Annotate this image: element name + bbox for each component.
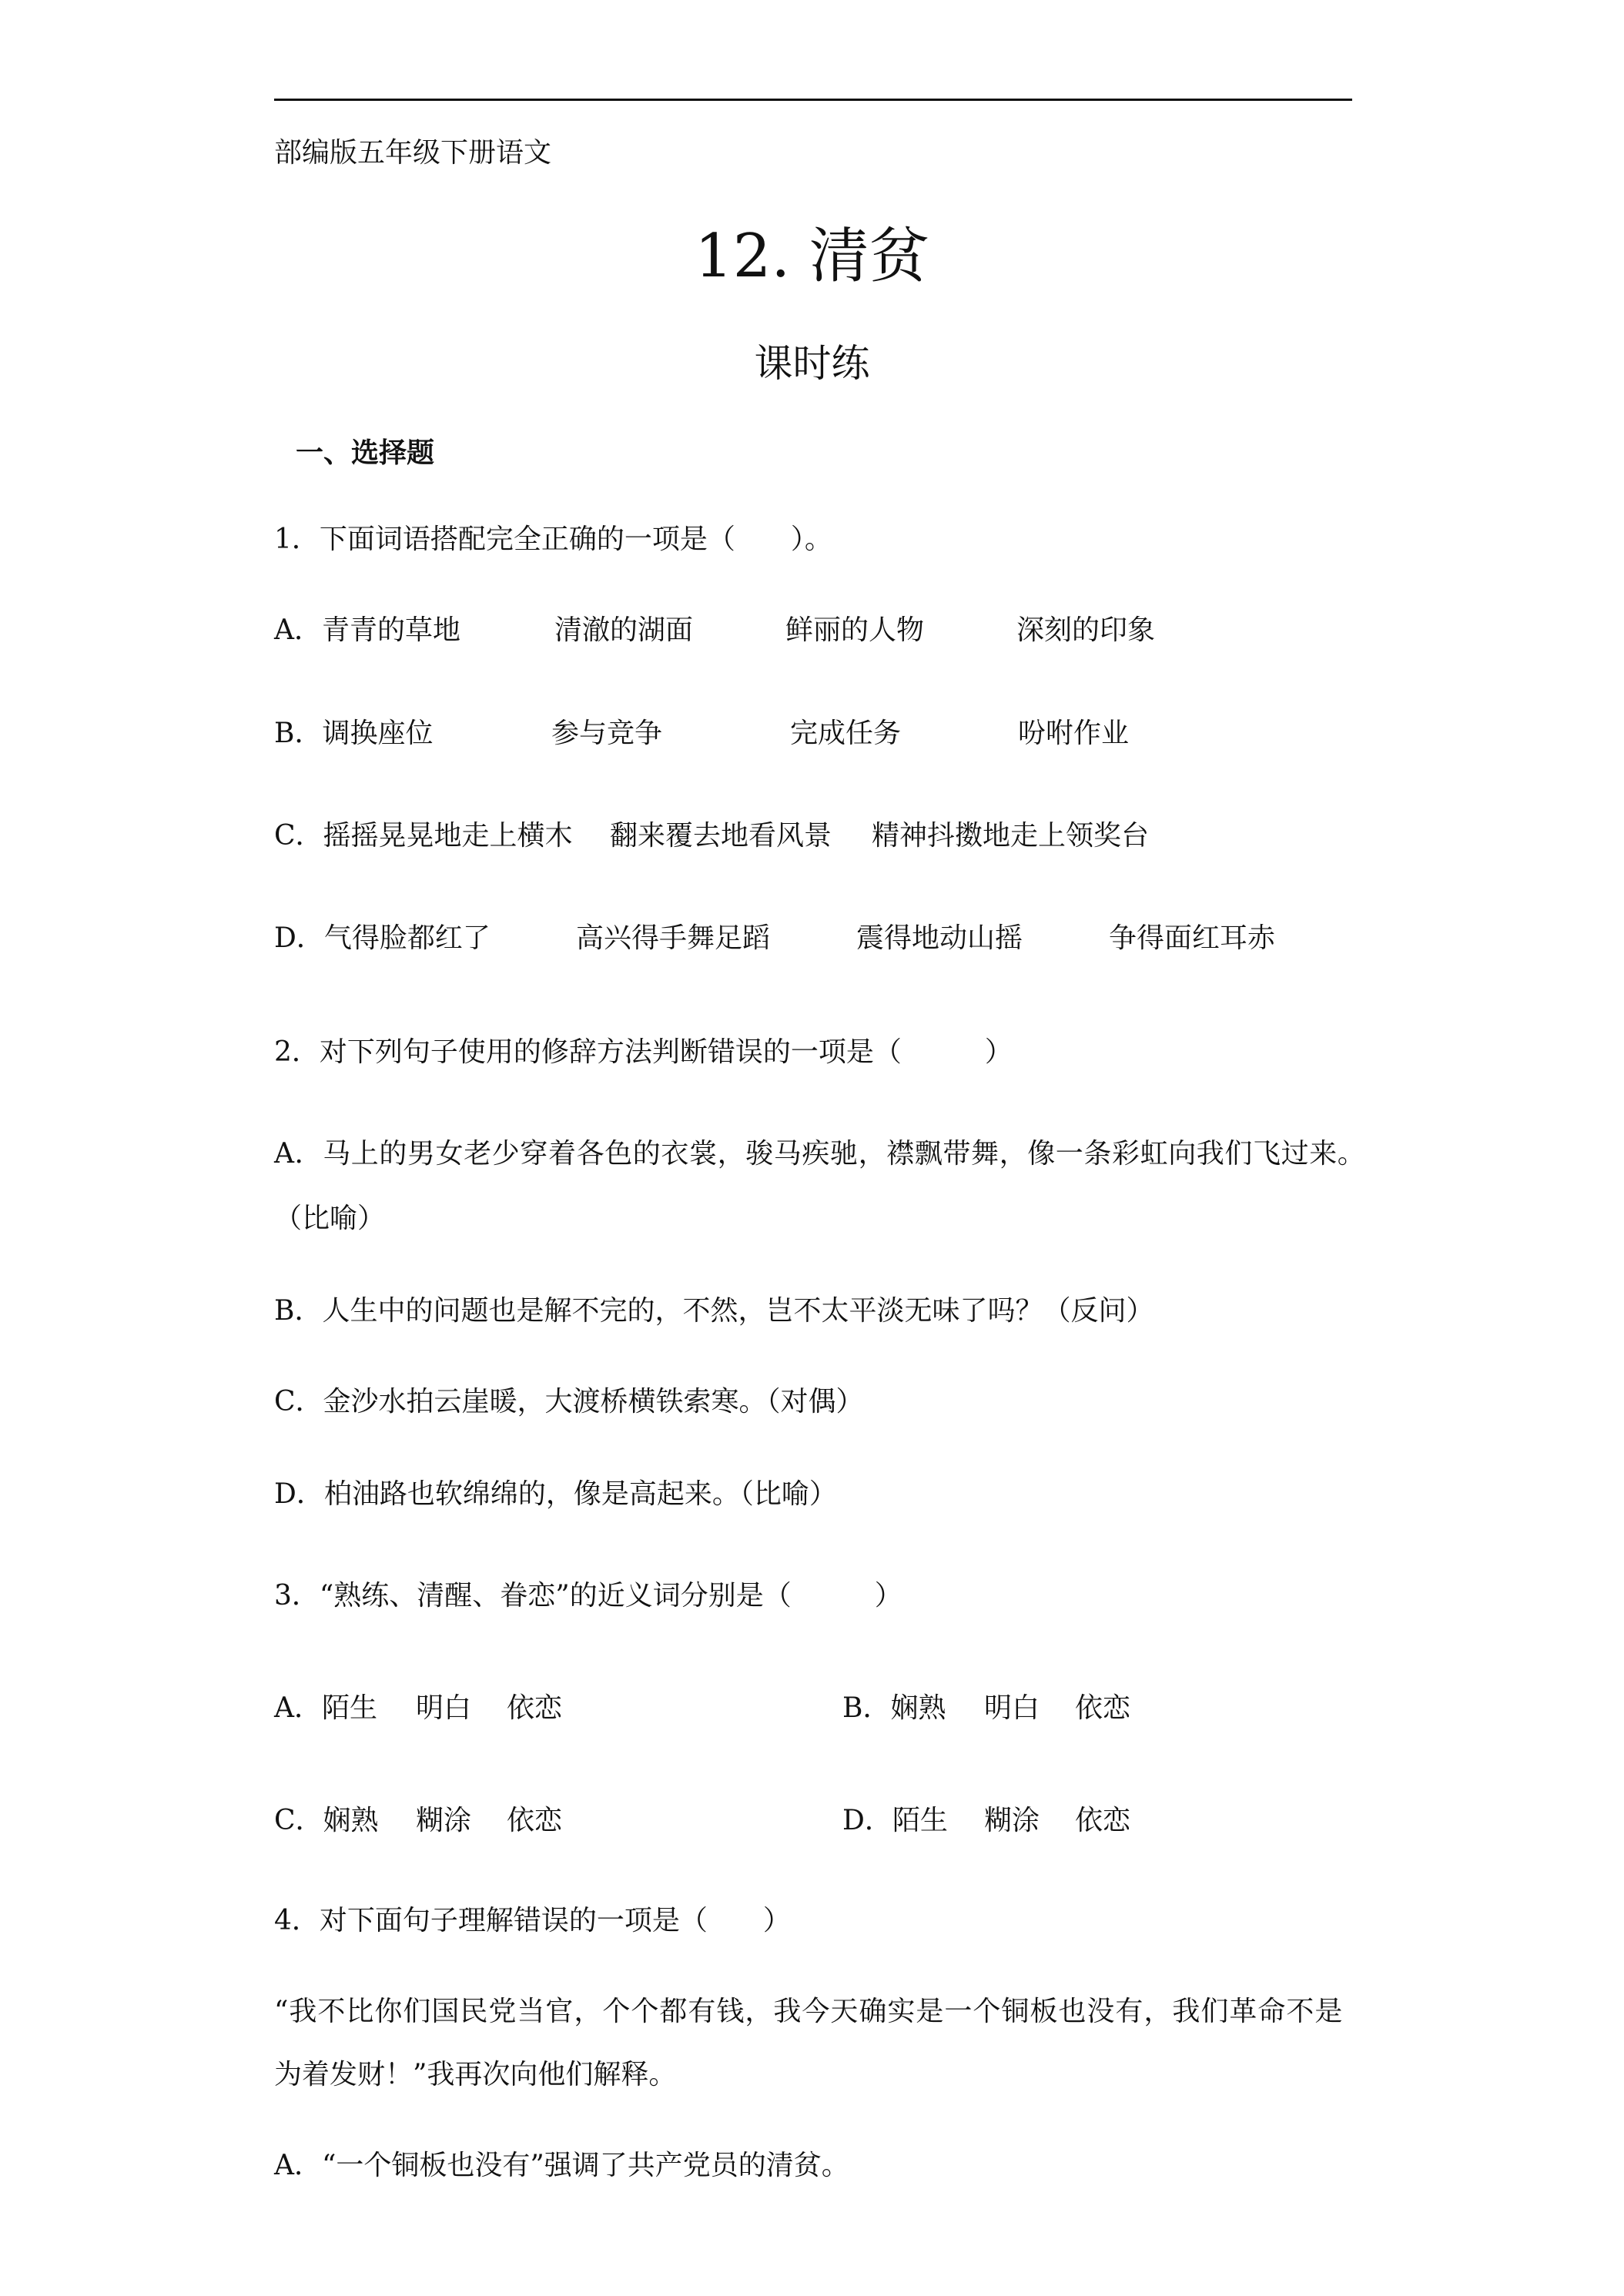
- q3-option-d-3: 依恋: [1075, 1805, 1131, 1836]
- q1-option-b-4: 吩咐作业: [1018, 718, 1130, 749]
- q3-option-c-3: 依恋: [507, 1805, 563, 1836]
- q1-option-d-2: 高兴得手舞足蹈: [576, 922, 771, 954]
- q3-option-b-1: B．娴熟: [842, 1692, 946, 1724]
- question-4-stem: 4．对下面句子理解错误的一项是（ ）: [274, 1905, 791, 1936]
- section-heading: 一、选择题: [296, 437, 435, 469]
- q2-option-c: C．金沙水拍云崖暖，大渡桥横铁索寒。（对偶）: [274, 1386, 864, 1417]
- q3-option-c-1: C．娴熟: [274, 1805, 379, 1836]
- question-2-stem: 2．对下列句子使用的修辞方法判断错误的一项是（ ）: [274, 1036, 1013, 1068]
- q4-quote-line1: “我不比你们国民党当官，个个都有钱，我今天确实是一个铜板也没有，我们革命不是: [274, 1996, 1344, 2027]
- q2-option-b: B．人生中的问题也是解不完的，不然，岂不太平淡无味了吗？（反问）: [274, 1295, 1154, 1327]
- header-rule: [274, 99, 1352, 101]
- q1-option-d-4: 争得面红耳赤: [1109, 922, 1276, 954]
- q3-option-b-2: 明白: [984, 1692, 1040, 1724]
- lesson-title: 12. 清贫: [695, 222, 929, 291]
- question-1-stem: 1．下面词语搭配完全正确的一项是（ ）。: [274, 524, 832, 555]
- q1-option-a-1: A．青青的草地: [274, 614, 460, 646]
- q1-option-d-1: D．气得脸都红了: [274, 922, 491, 954]
- q1-option-d-3: 震得地动山摇: [856, 922, 1023, 954]
- q4-quote-line2: 为着发财！”我再次向他们解释。: [274, 2059, 677, 2090]
- q1-option-a-2: 清澈的湖面: [554, 614, 694, 646]
- q1-option-c-3: 精神抖擞地走上领奖台: [872, 820, 1150, 852]
- q1-option-a-4: 深刻的印象: [1016, 614, 1156, 646]
- q3-option-a-3: 依恋: [507, 1692, 563, 1724]
- q4-option-a: A．“一个铜板也没有”强调了共产党员的清贫。: [274, 2150, 849, 2181]
- running-header: 部编版五年级下册语文: [274, 137, 552, 169]
- q1-option-c-1: C．摇摇晃晃地走上横木: [274, 820, 573, 852]
- q1-option-b-3: 完成任务: [790, 718, 902, 749]
- q3-option-b-3: 依恋: [1075, 1692, 1131, 1724]
- q3-option-d-2: 糊涂: [984, 1805, 1040, 1836]
- q1-option-c-2: 翻来覆去地看风景: [610, 820, 832, 852]
- question-3-stem: 3．“熟练、清醒、眷恋”的近义词分别是（ ）: [274, 1580, 902, 1612]
- q2-option-a-line1: A．马上的男女老少穿着各色的衣裳，骏马疾驰，襟飘带舞，像一条彩虹向我们飞过来。: [274, 1138, 1366, 1170]
- q2-option-a-line2: （比喻）: [274, 1203, 386, 1234]
- q3-option-c-2: 糊涂: [416, 1805, 472, 1836]
- q2-option-d: D．柏油路也软绵绵的，像是高起来。（比喻）: [274, 1478, 837, 1510]
- q1-option-b-2: 参与竞争: [551, 718, 663, 749]
- q1-option-b-1: B．调换座位: [274, 718, 434, 749]
- q3-option-a-2: 明白: [416, 1692, 472, 1724]
- q3-option-a-1: A．陌生: [274, 1692, 377, 1724]
- q3-option-d-1: D．陌生: [842, 1805, 948, 1836]
- q1-option-a-3: 鲜丽的人物: [785, 614, 925, 646]
- lesson-subtitle: 课时练: [754, 341, 870, 386]
